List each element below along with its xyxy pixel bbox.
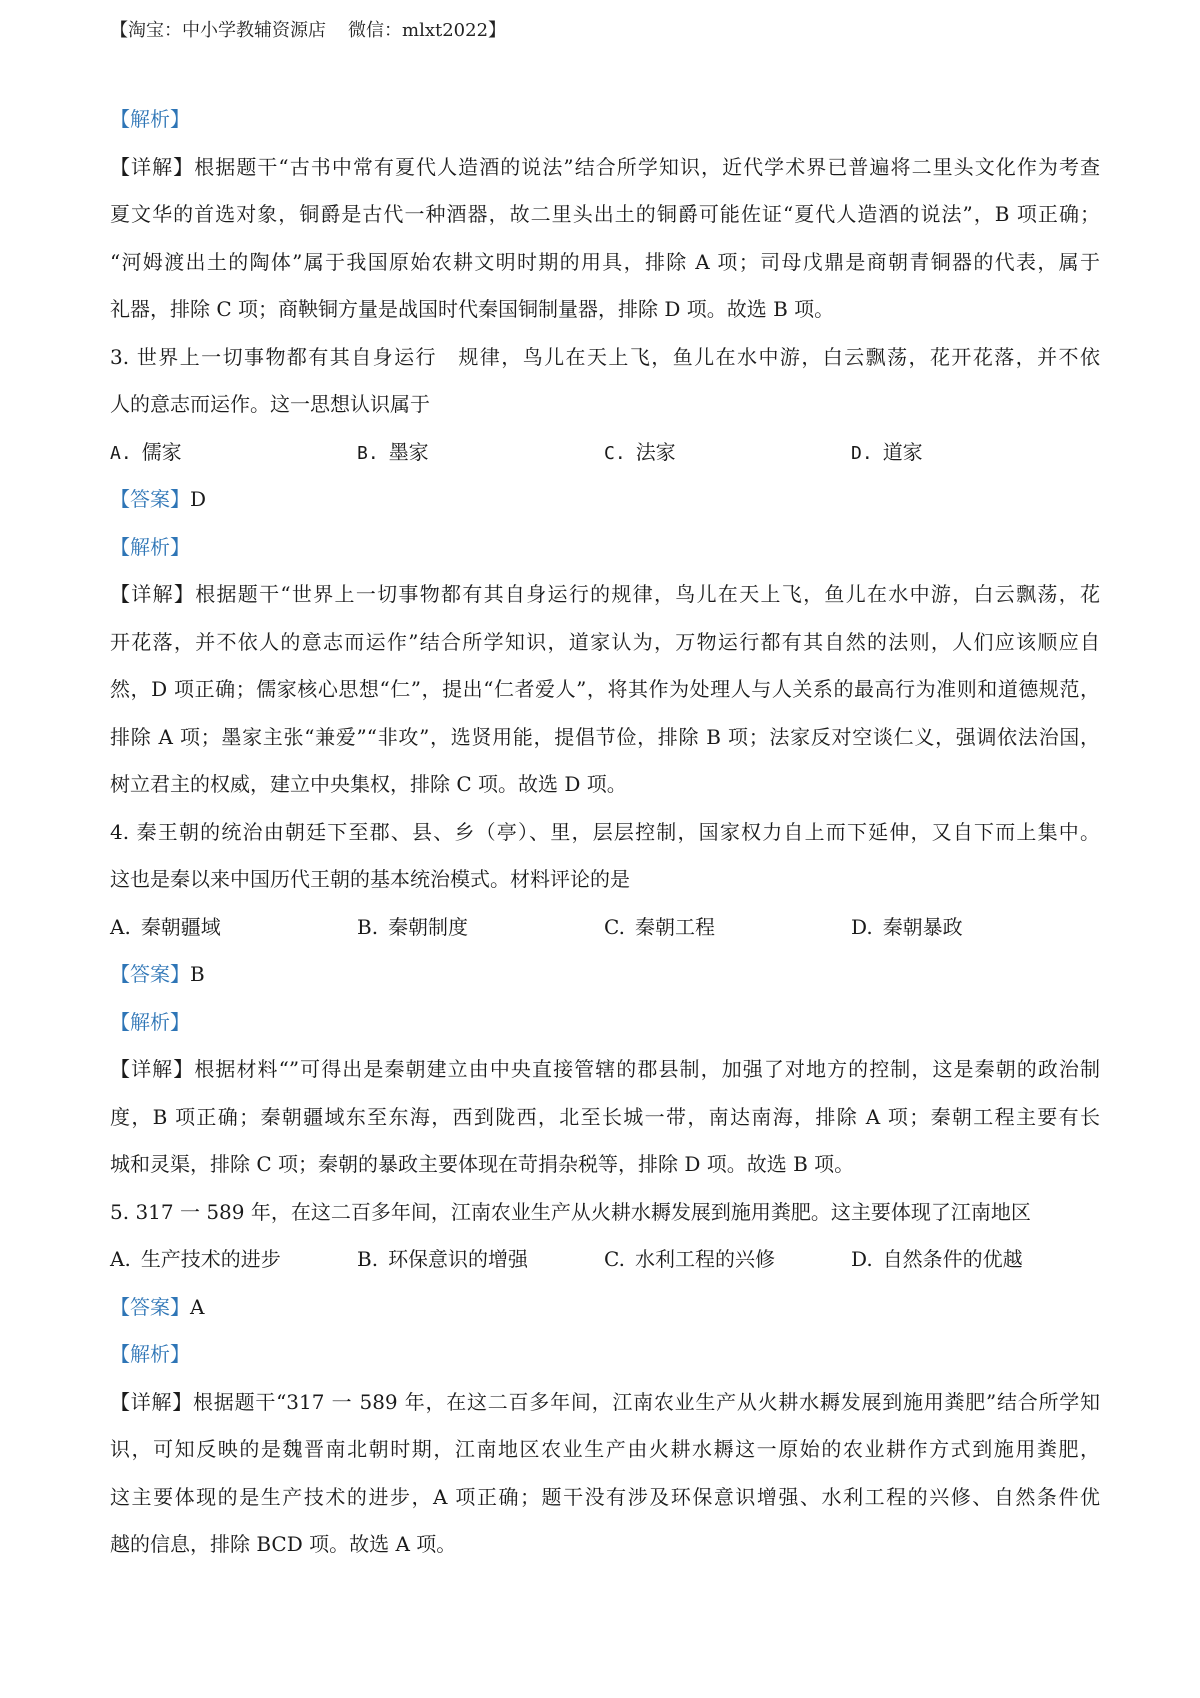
q5-analysis-heading <box>110 1331 1100 1379</box>
analysis-tag: 【解析】 <box>110 534 190 559</box>
q4-option-a: A. 秦朝疆域 <box>110 914 221 939</box>
answer-tag: 【答案】 <box>110 962 190 986</box>
q4-analysis-heading <box>110 999 1100 1047</box>
q5-option-c: C. 水利工程的兴修 <box>604 1247 775 1271</box>
q3-option-a: A. 儒家 <box>110 439 182 464</box>
q5-stem-line: 5. 317 一 589 年，在这二百多年间，江南农业生产从火耕水耨发展到施用粪肥。这主要体现了江南地区 <box>110 1199 1031 1224</box>
q5-detail-line: 越的信息，排除 BCD 项。故选 A 项。 <box>110 1532 457 1556</box>
q5-option-a: A. 生产技术的进步 <box>110 1247 281 1271</box>
q4-option-d: D. 秦朝暴政 <box>851 914 963 939</box>
q3-option-c: C. 法家 <box>604 439 676 464</box>
q3-detail-line: 树立君主的权威，建立中央集权，排除 C 项。故选 D 项。 <box>110 772 627 796</box>
q5-detail-line: 【详解】根据题干“317 一 589 年，在这二百多年间，江南农业生产从火耕水耨发展到施用粪肥”结合所学知 <box>110 1389 1100 1414</box>
q3-detail-line: 然，D 项正确；儒家核心思想“仁”，提出“仁者爱人”，将其作为处理人与人关系的最高行为准则和道德规范， <box>110 677 1100 701</box>
source-header <box>110 16 506 42</box>
document-body <box>110 96 1100 1569</box>
detail-tag: 【详解】 <box>110 1389 194 1414</box>
q3-option-d: D. 道家 <box>851 439 923 464</box>
q3-detail-line: 开花落，并不依人的意志而运作”结合所学知识，道家认为，万物运行都有其自然的法则，人们应该顺应自 <box>110 629 1100 654</box>
q4-stem-line: 4. 秦王朝的统治由朝廷下至郡、县、乡（亭）、里，层层控制，国家权力自上而下延伸，又自下而上集中。 <box>110 819 1100 844</box>
q3-stem-line: 人的意志而运作。这一思想认识属于 <box>110 392 430 416</box>
q2-detail-line: 礼器，排除 C 项；商鞅铜方量是战国时代秦国铜制量器，排除 D 项。故选 B 项。 <box>110 297 835 321</box>
q3-detail-line: 排除 A 项；墨家主张“兼爱”“非攻”，选贤用能，提倡节俭，排除 B 项；法家反对空谈仁义，强调依法治国， <box>110 724 1100 749</box>
q3-options <box>110 429 1100 477</box>
q5-options <box>110 1236 1100 1284</box>
q3-stem-line: 3. 世界上一切事物都有其自身运行 规律，鸟儿在天上飞，鱼儿在水中游，白云飘荡，花开花落，并不依 <box>110 344 1100 369</box>
q3-answer <box>110 476 1100 524</box>
answer-value: B <box>190 962 205 986</box>
q2-detail-line: “河姆渡出土的陶体”属于我国原始农耕文明时期的用具，排除 A 项；司母戊鼎是商朝青铜器的代表，属于 <box>110 249 1100 274</box>
q4-detail-line: 城和灵渠，排除 C 项；秦朝的暴政主要体现在苛捐杂税等，排除 D 项。故选 B 项。 <box>110 1152 855 1176</box>
q3-analysis-heading <box>110 524 1100 572</box>
detail-tag: 【详解】 <box>110 1057 195 1081</box>
q4-option-b: B. 秦朝制度 <box>357 914 469 939</box>
answer-tag: 【答案】 <box>110 487 190 511</box>
q2-detail-line: 【详解】根据题干“古书中常有夏代人造酒的说法”结合所学知识，近代学术界已普遍将二里头文化作为考查 <box>110 154 1100 179</box>
q5-detail-line: 识，可知反映的是魏晋南北朝时期，江南地区农业生产由火耕水耨这一原始的农业耕作方式到施用粪肥， <box>110 1437 1100 1461</box>
q4-answer <box>110 951 1100 999</box>
answer-value: D <box>190 487 207 511</box>
analysis-tag: 【解析】 <box>110 1009 190 1034</box>
q4-stem-line: 这也是秦以来中国历代王朝的基本统治模式。材料评论的是 <box>110 867 630 891</box>
q3-detail-line: 【详解】根据题干“世界上一切事物都有其自身运行的规律，鸟儿在天上飞，鱼儿在水中游，白云飘荡，花 <box>110 582 1100 606</box>
detail-tag: 【详解】 <box>110 154 195 179</box>
q4-detail-line: 【详解】根据材料“”可得出是秦朝建立由中央直接管辖的郡县制，加强了对地方的控制，这是秦朝的政治制 <box>110 1057 1100 1081</box>
q5-option-d: D. 自然条件的优越 <box>851 1247 1023 1271</box>
q2-detail-line: 夏文华的首选对象，铜爵是古代一种酒器，故二里头出土的铜爵可能佐证“夏代人造酒的说法”，B 项正确； <box>110 202 1100 226</box>
q2-analysis-heading <box>110 96 1100 144</box>
analysis-tag: 【解析】 <box>110 107 190 131</box>
store-label: 【淘宝：中小学教辅资源店 <box>110 20 326 41</box>
q3-option-b: B. 墨家 <box>357 439 429 464</box>
q4-option-c: C. 秦朝工程 <box>604 914 715 939</box>
analysis-tag: 【解析】 <box>110 1342 190 1366</box>
q4-detail-line: 度，B 项正确；秦朝疆域东至东海，西到陇西，北至长城一带，南达南海，排除 A 项；秦朝工程主要有长 <box>110 1104 1100 1129</box>
detail-tag: 【详解】 <box>110 582 196 606</box>
q5-answer <box>110 1284 1100 1332</box>
answer-tag: 【答案】 <box>110 1294 190 1319</box>
q5-detail-line: 这主要体现的是生产技术的进步，A 项正确；题干没有涉及环保意识增强、水利工程的兴修、自然条件优 <box>110 1484 1100 1509</box>
q4-options <box>110 904 1100 952</box>
wechat-label: 微信：mlxt2022】 <box>348 20 507 41</box>
q5-option-b: B. 环保意识的增强 <box>357 1247 529 1271</box>
answer-value: A <box>190 1294 205 1319</box>
